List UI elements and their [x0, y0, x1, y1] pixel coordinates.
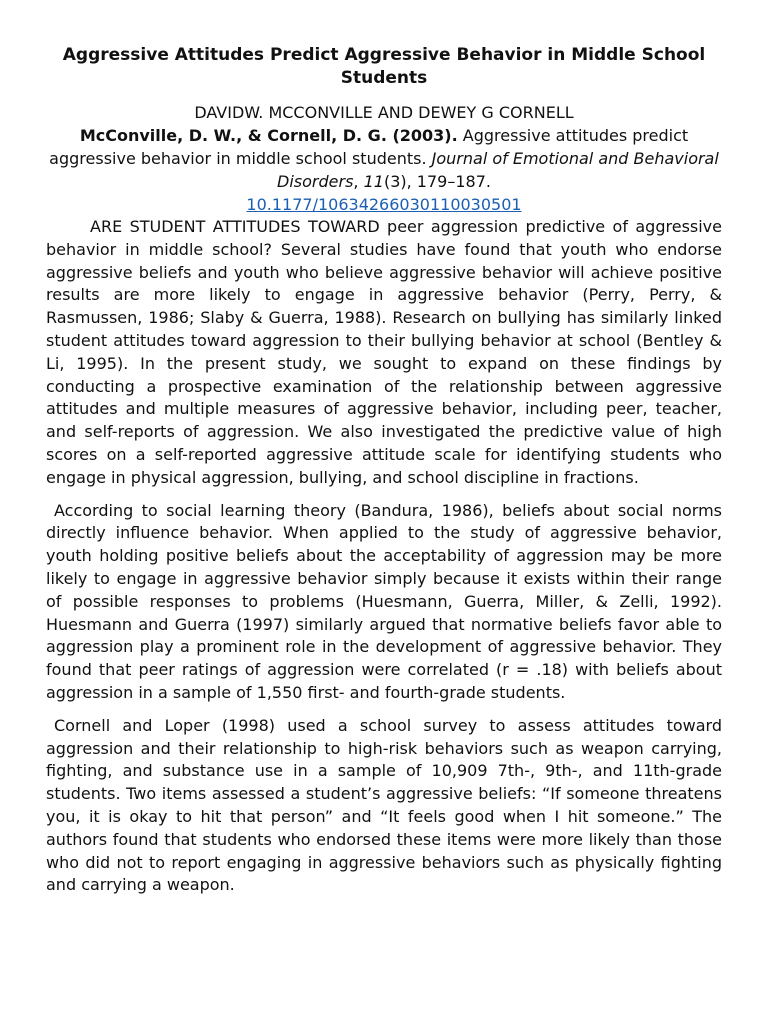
doi-link[interactable]: 10.1177/10634266030110030501	[246, 195, 522, 214]
citation	[46, 124, 722, 193]
paragraph-3: Cornell and Loper (1998) used a school survey to assess attitudes toward aggression and their relationship to high-risk behaviors such as weapon carrying, fighting, and substance use in a sample of 10,909 7th-, 9th-, and 11th-grade students. Two items assessed a student’s aggressive beliefs: “If someone threatens you, it is okay to hit that person” and “It feels good when I hit someone.” The authors found that students who endorsed these items were more likely than those who did not to report engaging in aggressive behaviors such as physically fighting and carrying a weapon.	[46, 715, 722, 895]
citation-journal: Journal of Emotional and Behavioral Disorders	[277, 149, 719, 191]
citation-issue-pages: (3), 179–187.	[383, 172, 491, 191]
document-title: Aggressive Attitudes Predict Aggressive Behavior in Middle School Students	[62, 45, 706, 88]
author-line: DAVIDW. MCCONVILLE AND DEWEY G CORNELL	[194, 103, 574, 122]
citation-article-title: Aggressive attitudes predict aggressive behavior in middle school students.	[49, 126, 689, 168]
citation-volume: 11	[363, 172, 384, 191]
citation-comma: ,	[353, 172, 364, 191]
paragraph-1: ARE STUDENT ATTITUDES TOWARD peer aggression predictive of aggressive behavior in middle school? Several studies have found that youth who endorse aggressive beliefs and youth who believe aggressive behavior will achieve positive results are more likely to engage in aggressive behavior (Perry, Perry, & Rasmussen, 1986; Slaby & Guerra, 1988). Research on bullying has similarly linked student attitudes toward aggression to their bullying behavior at school (Bentley & Li, 1995). In the present study, we sought to expand on these findings by conducting a prospective examination of the relationship between aggressive attitudes and multiple measures of aggressive behavior, including peer, teacher, and self-reports of aggression. We also investigated the predictive value of high scores on a self-reported aggressive attitude scale for identifying students who engage in physical aggression, bullying, and school discipline in fractions.	[46, 217, 722, 487]
doi-line	[46, 193, 722, 216]
citation-authors-year: McConville, D. W., & Cornell, D. G. (2003).	[79, 126, 458, 145]
paragraph-2: According to social learning theory (Bandura, 1986), beliefs about social norms directly influence behavior. When applied to the study of aggressive behavior, youth holding positive beliefs about the acceptability of aggression may be more likely to engage in aggressive behavior simply because it exists within their range of possible responses to problems (Huesmann, Guerra, Miller, & Zelli, 1992). Huesmann and Guerra (1997) similarly argued that normative beliefs favor able to aggression play a prominent role in the development of aggressive behavior. They found that peer ratings of aggression were correlated (r = .18) with beliefs about aggression in a sample of 1,550 first- and fourth-grade students.	[46, 500, 722, 702]
